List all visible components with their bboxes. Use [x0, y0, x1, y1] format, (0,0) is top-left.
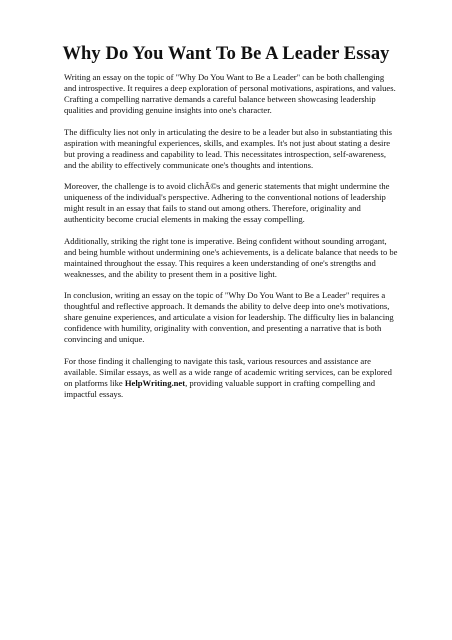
- paragraph-closing: [64, 356, 399, 400]
- paragraph-line: The difficulty lies not only in articulating the desire to be a leader but also in substantiating this: [64, 126, 393, 137]
- brand-name: HelpWriting.net: [124, 377, 186, 388]
- essay-body: [64, 72, 399, 410]
- paragraph-line: and the ability to effectively communicate one's thoughts and intentions.: [64, 159, 314, 170]
- paragraph-1: [64, 72, 399, 116]
- paragraph-line: qualities and providing genuine insights into one's character.: [64, 105, 272, 115]
- paragraph-line: available. Similar essays, as well as a wide range of academic writing services, can be explored: [64, 366, 392, 377]
- paragraph-line: [64, 378, 399, 389]
- paragraph-line: uniqueness of the individual's perspective. Adhering to the conventional notions of leadership: [64, 192, 386, 202]
- line-text: on platforms like: [64, 377, 125, 388]
- paragraph-line: might result in an essay that fails to stand out among others. Therefore, originality and: [64, 203, 361, 213]
- paragraph-line: Additionally, striking the right tone is imperative. Being confident without sounding arrogant,: [64, 235, 387, 246]
- paragraph-line: and introspective. It requires a deep exploration of personal motivations, aspirations, and values.: [64, 83, 396, 93]
- paragraph-line: Moreover, the challenge is to avoid clichÃ©s and generic statements that might undermine the: [64, 181, 390, 191]
- line-text: , providing valuable support in crafting compelling and: [185, 377, 376, 388]
- paragraph-line: confidence with humility, originality with convention, and presenting a narrative that is both: [64, 323, 382, 333]
- paragraph-line: and being humble without undermining one's achievements, is a delicate balance that needs to be: [64, 246, 398, 257]
- document-title: Why Do You Want To Be A Leader Essay: [62, 44, 390, 64]
- paragraph-line: weaknesses, and the ability to present them in a positive light.: [64, 268, 277, 279]
- paragraph-line: convincing and unique.: [64, 334, 145, 344]
- paragraph-line: but proving a readiness and capability to lead. This necessitates introspection, self-awareness,: [64, 148, 387, 159]
- paragraph-line: impactful essays.: [64, 388, 124, 399]
- paragraph-2: [64, 127, 399, 171]
- paragraph-line: In conclusion, writing an essay on the topic of "Why Do You Want to Be a Leader" requires a: [64, 290, 386, 300]
- paragraph-line: share genuine experiences, and articulate a vision for leadership. The difficulty lies in balancing: [64, 312, 394, 322]
- paragraph-line: aspiration with meaningful experiences, skills, and examples. It's not just about stating a desire: [64, 137, 391, 148]
- paragraph-line: Writing an essay on the topic of "Why Do You Want to Be a Leader" can be both challenging: [64, 72, 385, 82]
- paragraph-line: authenticity become crucial elements in making the essay compelling.: [64, 214, 305, 224]
- paragraph-5: [64, 290, 399, 345]
- paragraph-line: thoughtful and reflective approach. It demands the ability to delve deep into one's motivations,: [64, 301, 390, 311]
- paragraph-line: For those finding it challenging to navigate this task, various resources and assistance are: [64, 355, 371, 366]
- paragraph-line: maintained throughout the essay. This requires a keen understanding of one's strengths and: [64, 257, 376, 268]
- paragraph-line: Crafting a compelling narrative demands a careful balance between showcasing leadership: [64, 94, 376, 104]
- paragraph-4: [64, 236, 399, 280]
- paragraph-3: [64, 181, 399, 225]
